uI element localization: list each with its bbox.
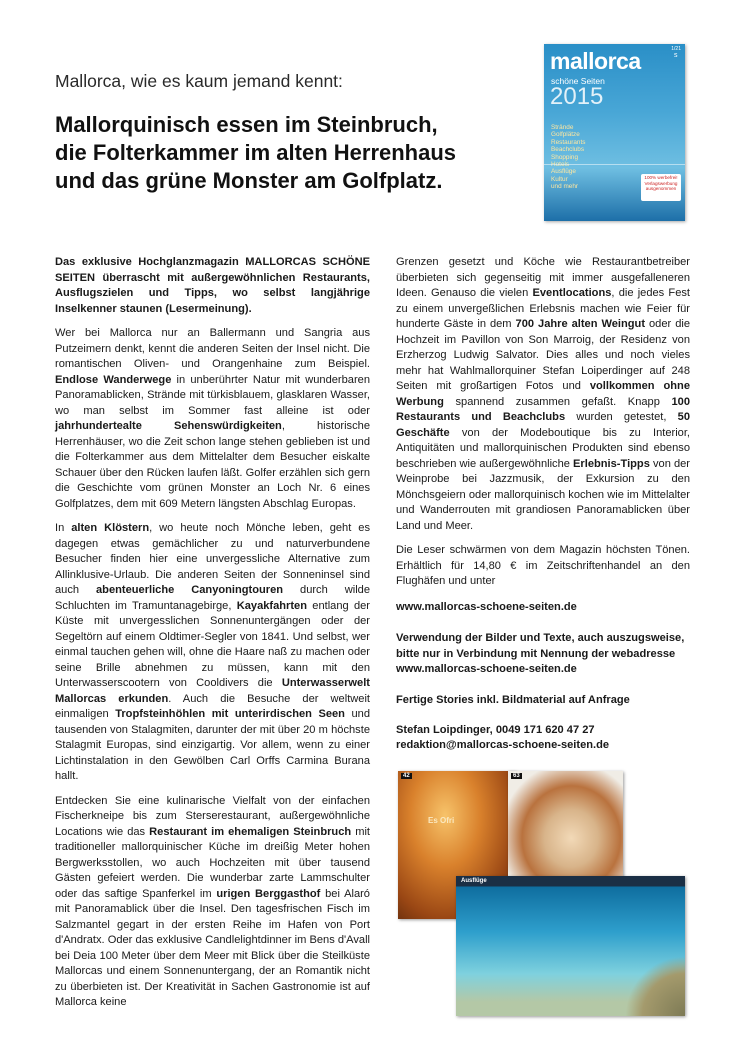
body-paragraph xyxy=(396,543,690,590)
highlight-text: 700 Jahre alten Weingut xyxy=(515,318,646,330)
cover-year: 2015 xyxy=(550,83,604,110)
cover-subtitle: schöne Seiten xyxy=(551,76,605,86)
website-link[interactable]: www.mallorcas-schoene-seiten.de xyxy=(396,601,577,613)
cover-topic: und mehr xyxy=(551,183,578,191)
body-text: oder die Hochzeit im Pavillon von Son Marroig, der Residenz von Erzherzog Ludwig Salvator. Dies alles und noch vieles mehr hat Wahlmallorquiner Stefan Loiperdinger auf 248 Seiten mit großartigen Fotos und xyxy=(396,318,690,392)
highlight-text: Erlebnis-Tipps xyxy=(573,457,650,470)
body-paragraph xyxy=(55,255,370,317)
highlight-text: vollkommen ohne Werbung xyxy=(396,380,690,408)
cover-topic: Beachclubs xyxy=(551,146,585,154)
headline xyxy=(55,111,530,195)
highlight-text: 100 Restaurants und Beachclubs xyxy=(396,395,690,423)
body-text: spannend zusammen gefaßt. Knapp xyxy=(443,395,672,408)
cover-topics xyxy=(551,124,585,191)
body-text: Die Leser schwärmen von dem Magazin höchsten Tönen. Erhältlich für 14,80 € im Zeitschriftenhandel an den Flughäfen und unter xyxy=(396,544,690,587)
highlight-text: Eventlocations xyxy=(532,287,612,299)
left-column xyxy=(55,255,370,1020)
contact-person: Stefan Loipdinger, 0049 171 620 47 27 xyxy=(396,724,595,736)
body-text: , die jedes Fest zu einem unvergeßlichen Erlebsnis machen wie Feier für hunderte Gäste in dem xyxy=(396,287,690,330)
highlight-text: Endlose Wanderwege xyxy=(55,373,172,386)
body-text: durch wilde Schluchten im Tramuntanagebirge, xyxy=(55,584,370,612)
body-text: von der Weinprobe bei Jazzmusik, der Exkursion zu den Mönchsgeiern oder mallorquinisch kochen wie im Mittelalter und Wanderrouten mit grandiosen Panoramablicken über Land und Meer. xyxy=(396,457,690,532)
highlight-text: Restaurant im ehemaligen Steinbruch xyxy=(149,825,352,838)
body-text: , historische Herrenhäuser, wo die Zeit schon lange stehen geblieben ist und die Folterkammer aus dem Mittelalter dem Besucher eiskalte Schauer über den Rücken laufen läßt. Golfer erzählen sich gern die Geschichte vom grünen Monster an Loch Nr. 6 eines Golfplatzes, dem mit 609 Metern längsten Abschlag Europas. xyxy=(55,420,370,510)
restaurant-sign: Es Ofri xyxy=(428,816,455,825)
cover-horizon xyxy=(544,164,685,165)
cover-topic: Strände xyxy=(551,124,574,131)
body-text: und tausenden von Stalagmiten, darunter der mit über 20 m höchste Stalagmit Europas, sind einzigartig. Vor allem, wenn zu einer Lichtinstalation in den Gewölben Carl Orffs Carmina Burana hallt. xyxy=(55,708,371,782)
cover-topic: Golfplätze xyxy=(551,131,580,139)
highlight-text: urigen Berggasthof xyxy=(216,887,321,900)
headline-line: die Folterkammer im alten Herrenhaus xyxy=(55,140,457,165)
highlight-text: 50 Geschäfte xyxy=(396,411,691,439)
highlight-text: jahrhundertealte Sehenswürdigkeiten xyxy=(55,420,282,432)
body-text: Grenzen gesetzt und Köche wie Restaurantbetreiber überbieten sich gegenseitig mit immer ausgefalleneren Ideen. Genauso die vielen xyxy=(396,256,690,299)
photo-page-number: 63 xyxy=(513,773,520,779)
body-paragraph xyxy=(55,326,370,512)
body-text: mit traditioneller mallorquinischer Küche im dreißig Meter hohen Bergwerksstollen, wo auch Hochzeiten mit über tausend Gästen gefeiert werden. Die wunderbar zarte Lammschulter oder das saftige Spanferkel im xyxy=(55,825,370,900)
highlight-text: Tropfsteinhöhlen mit unterirdischen Seen xyxy=(115,708,345,720)
photo-bay xyxy=(456,876,685,1016)
cover-brand: mallorca xyxy=(550,48,641,74)
cover-topic: Ausflüge xyxy=(551,168,576,176)
cover-page-number: 1/21 xyxy=(671,46,681,52)
highlight-text: Unterwasserwelt Mallorcas erkunden xyxy=(55,677,370,705)
highlight-text: abenteuerliche Canyoningtouren xyxy=(96,584,284,596)
magazine-cover xyxy=(544,44,685,221)
photo-dish xyxy=(508,771,623,883)
body-text: von der Modeboutique bis zu Interior, Antiquitäten und mallorquinischen Produkten sind ebenso beschrieben wie außergewöhnliche xyxy=(396,426,690,470)
photo-rock xyxy=(625,956,685,1016)
body-text: In xyxy=(55,522,72,534)
highlight-text: alten Klöstern xyxy=(71,522,150,534)
contact-email[interactable]: redaktion@mallorcas-schoene-seiten.de xyxy=(396,739,610,751)
cover-topic: Kultur xyxy=(551,175,568,183)
headline-line: und das grüne Monster am Golfplatz. xyxy=(55,168,443,193)
body-text: Entdecken Sie eine kulinarische Vielfalt von der einfachen Fischerkneipe bis zum Sterserestaurant, außergewöhnliche Locations wie das xyxy=(55,794,370,838)
cover-topic: Restaurants xyxy=(551,138,586,146)
body-paragraph xyxy=(55,521,370,785)
cover-brand-mark: s xyxy=(674,52,678,59)
body-paragraph xyxy=(55,794,370,1011)
cover-badge: 100% werbefrei! Verlagswerbung ausgenommen xyxy=(641,174,681,201)
body-text: bei Alaró mit Panoramablick über die Insel. Den tagesfrischen Fisch im Salzmantel gegart in der ersten Reihe im Hafen von Port d'Andratx. Oder das exklusive Candlelightdinner im Bens d'Avall bei Deia 100 Meter über dem Meer mit Blick über die Steilküste Mallorcas und einem Sonnenuntergang, der an Romantik nicht zu überbieten ist. Der Kreativität in Sachen Gastronomie ist auf Mallorca keine xyxy=(55,887,370,1008)
body-text: , wo heute noch Mönche leben, geht es dagegen etwas gemächlicher zu und naturverbundene Besucher finden hier eine unvergessliche Alternative zum Allinklusive-Urlaub. Die anderen Seiten der Sonneninsel sind auch xyxy=(55,522,370,596)
body-text: Wer bei Mallorca nur an Ballermann und Sangria aus Putzeimern denkt, kennt die anderen Seiten der Insel nicht. Die romantischen Oliven- und Orangenhaine zum Beispiel. xyxy=(55,327,370,370)
body-text: entlang der Küste mit unvergesslichen Sonnenuntergängen oder der Segeltörn auf einem Oldtimer-Segler von 1841. Und selbst, wer einmal tauchen gehen will, ohne die Haare naß zu machen oder seine Brille abnehmen zu müssen, kann mit den Unterwasserscootern von Cooldivers die xyxy=(55,599,370,689)
photo-section-label: Ausflüge xyxy=(461,878,487,884)
usage-note: Verwendung der Bilder und Texte, auch auszugsweise, bitte nur in Verbindung mit Nennung der webadresse www.mallorcas-schoene-seiten.de xyxy=(396,632,685,675)
body-text: . Auch die Besuche der weltweit einmaligen xyxy=(55,692,370,720)
cover-topic: Shopping xyxy=(551,153,579,161)
body-paragraph xyxy=(396,255,690,534)
body-text: wurden getestet, xyxy=(565,411,678,423)
highlight-text: Das exklusive Hochglanzmagazin MALLORCAS SCHÖNE SEITEN überrascht mit außergewöhnlichen Restaurants, Ausflugszielen und Tipps, wo selbst langjährige Inselkenner staunen (Lesermeinung). xyxy=(55,256,370,315)
stories-note: Fertige Stories inkl. Bildmaterial auf Anfrage xyxy=(396,694,630,706)
right-column xyxy=(396,255,690,599)
kicker-line: Mallorca, wie es kaum jemand kennt: xyxy=(55,71,343,91)
body-text: in unberührter Natur mit wunderbaren Panoramablicken, Strände mit türkisblauem, glasklaren Wasser, wo man selbst im Sommer fast alleine ist oder xyxy=(55,373,370,417)
headline-line: Mallorquinisch essen im Steinbruch, xyxy=(55,112,438,137)
highlight-text: Kayakfahrten xyxy=(236,599,308,612)
photo-page-number: 42 xyxy=(403,773,410,779)
